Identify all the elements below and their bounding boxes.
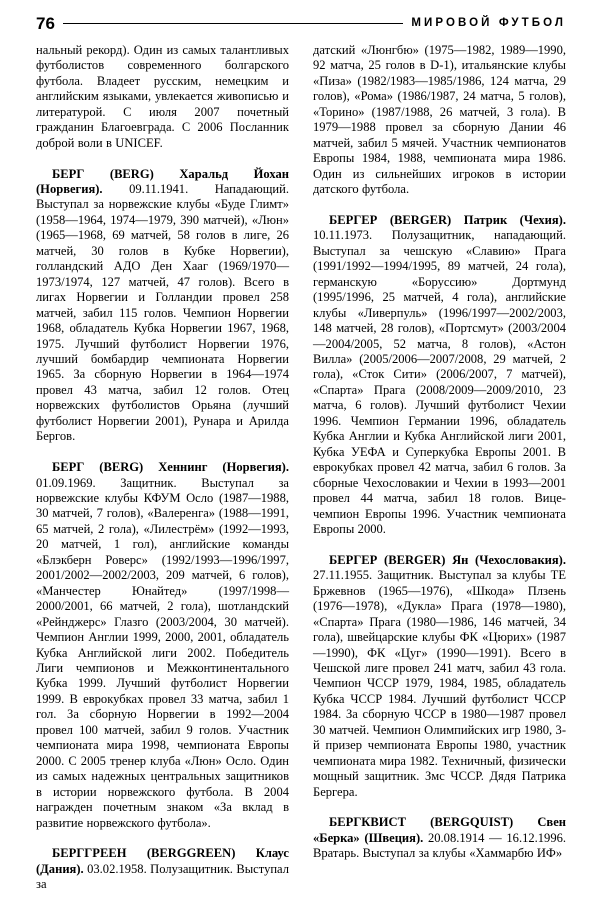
entry-bergquist-sven bbox=[313, 815, 566, 861]
left-column bbox=[36, 43, 289, 895]
entry-berger-patrik bbox=[313, 213, 566, 538]
entry-headword: БЕРГЕР (BERGER) Ян (Чехословакия). bbox=[329, 552, 566, 567]
entry-headword: БЕРГГРЕЕН (BERGGREEN) Клаус (Дания). bbox=[36, 846, 289, 876]
entry-berg-henning bbox=[36, 460, 289, 831]
entry-berg-harald-johan bbox=[36, 167, 289, 445]
entry-body: 01.09.1969. Защитник. Выступал за норвежские клубы КФУМ Осло (1987—1988, 30 матчей, 7 голов), «Валеренга» (1988—1991, 65 матчей, 2 гола), «Лилестрём» (1992—1993, 20 матчей, 1 гол), английские команды «Блэкберн Роверс» (1992/1993—1996/1997, 2001/2002—2002/2003, 209 матчей, 6 голов), «Манчестер Юнайтед» (1997/1998—2000/2001, 66 матчей, 2 гола), шотландский «Рейнджерс» Глазго (2003/2004, 30 матчей). Чемпион Англии 1999, 2000, 2001, обладатель Кубка Английской лиги 2002. Победитель Лиги чемпионов и Межконтинентального Кубка 1999. Лучший футболист Норвегии 1999. В еврокубках провел 33 матча, забил 1 гол. За сборную Норвегии в 1992—2004 провел 100 матчей, забил 9 голов. Участник чемпионата мира 1998, чемпионата Европы 2000. С 2005 тренер клуба «Люн» Осло. Один из самых надежных центральных защитников в истории норвежского футбола. В 2004 награжден почетным знаком «За вклад в развитие норвежского футбола». bbox=[36, 475, 289, 830]
paragraph-berggreen-tail bbox=[313, 43, 566, 198]
running-head bbox=[36, 12, 566, 36]
paragraph-berbatov-tail bbox=[36, 43, 289, 151]
paragraph-text: нальный рекорд). Один из самых талантливых футболистов современного болгарского футбола. Владеет русским, немецким и английским языками, увлекается живописью и литературой. С июля 2007 почетный гражданин Благоевграда. С 2006 Посланник доброй воли в UNICEF. bbox=[36, 43, 289, 150]
entry-body: 09.11.1941. Нападающий. Выступал за норвежские клубы «Буде Глимт» (1958—1964, 1974—1979, 390 матчей), «Люн» (1965—1968, 69 матчей, 58 голов в лиге, 26 матчей, 30 голов в Кубке Норвегии), голландский АДО Ден Хааг (1969/1970—1973/1974, 127 матчей, 47 голов). Всего в лигах Норвегии и Голландии провел 258 матчей, забил 115 голов. Чемпион Норвегии 1968, обладатель Кубка Норвегии 1967, 1968, 1975. Лучший футболист Норвегии 1976, лучший бомбардир чемпионата Норвегии 1965. За сборную Норвегии в 1964—1974 провел 43 матча, забил 12 голов. Отец норвежских футболистов Орьяна (лучший футболист Норвегии 2001), Рунара и Арилда Бергов. bbox=[36, 182, 289, 444]
entry-headword: БЕРГЕР (BERGER) Патрик (Чехия). bbox=[329, 212, 566, 227]
paragraph-text: датский «Люнгбю» (1975—1982, 1989—1990, 92 матча, 25 голов в D-1), итальянские клубы «Пиза» (1982/1983—1985/1986, 124 матча, 29 голов), «Рома» (1986/1987, 24 матча, 5 голов), «Торино» (1987/1988, 26 матчей, 3 гола). В 1979—1988 провел за сборную Дании 46 матчей, забил 5 мячей. Участник чемпионатов Европы 1984, 1988, чемпионата мира 1986. Один из сильнейших игроков в истории датского футбола. bbox=[313, 43, 566, 197]
text-columns bbox=[36, 43, 566, 895]
entry-body: 20.08.1914 — 16.12.1996. Вратарь. Выступал за клубы «Хаммарбю ИФ» bbox=[313, 830, 566, 861]
entry-body: 03.02.1958. Полузащитник. Выступал за bbox=[36, 861, 289, 892]
entry-headword: БЕРГ (BERG) Харальд Йохан (Норвегия). bbox=[36, 166, 289, 197]
entry-headword: БЕРГ (BERG) Хеннинг (Норвегия). bbox=[52, 460, 289, 475]
entry-berggreen-klaus bbox=[36, 846, 289, 892]
right-column bbox=[313, 43, 566, 895]
header-rule bbox=[63, 23, 403, 24]
entry-berger-jan bbox=[313, 553, 566, 800]
page-number: 76 bbox=[36, 13, 55, 33]
entry-body: 27.11.1955. Защитник. Выступал за клубы ТЕ Бржевнов (1965—1976), «Шкода» Плзень (1976—1978), «Дукла» Прага (1978—1980), «Спарта» Прага (1980—1986, 146 матчей, 34 гола), швейцарские клубы ФК «Цюрих» (1987—1990), ФК «Цуг» (1990—1991). Всего в Чешской лиге провел 241 матч, забил 43 гола. Чемпион ЧССР 1979, 1984, 1985, обладатель Кубка ЧССР 1984. Лучший футболист ЧССР 1984. За сборную ЧССР в 1980—1987 провел 30 матчей. Чемпион Олимпийских игр 1980, 3-й призер чемпионата Европы 1980, участник чемпионата мира 1982. Техничный, физически мощный защитник. Змс ЧССР. Дядя Патрика Бергера. bbox=[313, 568, 566, 799]
section-title: МИРОВОЙ ФУТБОЛ bbox=[411, 17, 566, 29]
entry-body: 10.11.1973. Полузащитник, нападающий. Выступал за чешскую «Славию» Прага (1991/1992—1994/1995, 89 матчей, 24 гола), германскую «Боруссию» Дортмунд (1995/1996, 25 матчей, 4 гола), английские клубы «Ливерпуль» (1996/1997—2002/2003, 148 матчей, 28 голов), «Портсмут» (2003/2004—2004/2005, 52 матча, 8 голов), «Астон Вилла» (2005/2006—2007/2008, 29 матчей, 2 гола), «Сток Сити» (2006/2007, 7 матчей), «Спарта» Прага (2008/2009—2009/2010, 23 матча, 6 голов). Лучший футболист Чехии 1996. Чемпион Германии 1996, обладатель Кубка Англии и Кубка Английской лиги 2001, Кубка УЕФА и Суперкубка Европы 2001. В еврокубках провел 42 матча, забил 6 голов. За сборные Чехословакии и Чехии в 1993—2001 провел 44 матча, забил 18 голов. Вице-чемпион Европы 1996. Участник чемпионата Европы 2000. bbox=[313, 228, 566, 536]
entry-headword: БЕРГКВИСТ (BERGQUIST) Свен «Берка» (Швеция). bbox=[313, 815, 566, 845]
